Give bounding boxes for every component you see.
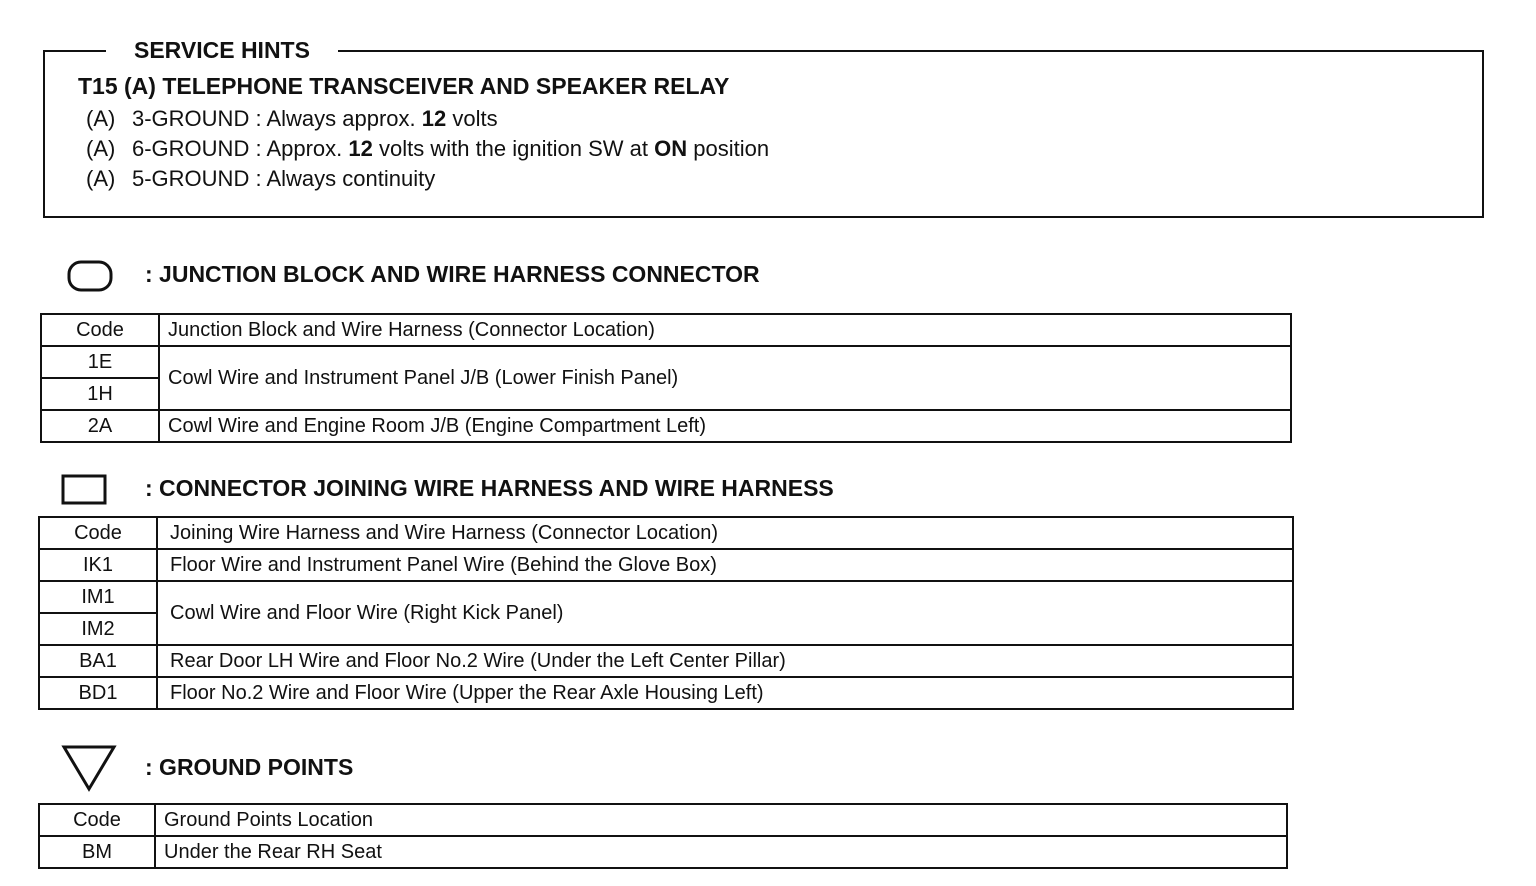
rounded-rect-icon <box>66 258 116 296</box>
table-header-row <box>39 517 1293 549</box>
hint-line <box>86 165 435 193</box>
code-cell: IK1 <box>39 549 157 581</box>
hint-text: 5-GROUND : Always continuity <box>132 166 436 191</box>
junction-section-title: : JUNCTION BLOCK AND WIRE HARNESS CONNECTOR <box>145 261 760 287</box>
code-cell: BD1 <box>39 677 157 709</box>
desc-cell: Cowl Wire and Floor Wire (Right Kick Panel) <box>157 581 1293 645</box>
hint-value: 12 <box>421 106 447 131</box>
code-cell: 2A <box>41 410 159 442</box>
table-row <box>41 410 1291 442</box>
table-row <box>39 581 1293 613</box>
triangle-down-icon <box>60 743 118 793</box>
table-row <box>39 549 1293 581</box>
desc-cell: Rear Door LH Wire and Floor No.2 Wire (Under the Left Center Pillar) <box>157 645 1293 677</box>
header-desc: Junction Block and Wire Harness (Connector Location) <box>159 314 1291 346</box>
header-desc: Ground Points Location <box>155 804 1287 836</box>
ground-section-title: : GROUND POINTS <box>145 754 354 780</box>
code-cell: BM <box>39 836 155 868</box>
hint-prefix: (A) <box>86 106 116 131</box>
hint-text: position <box>687 136 770 161</box>
ground-table <box>38 803 1288 869</box>
junction-table <box>40 313 1292 443</box>
table-header-row <box>39 804 1287 836</box>
hint-line <box>86 105 498 133</box>
hint-value: ON <box>654 136 688 161</box>
service-hints-title: T15 (A) TELEPHONE TRANSCEIVER AND SPEAKER RELAY <box>78 73 730 99</box>
hint-prefix: (A) <box>86 136 116 161</box>
desc-cell: Floor No.2 Wire and Floor Wire (Upper the Rear Axle Housing Left) <box>157 677 1293 709</box>
hint-text: volts <box>446 106 498 131</box>
hint-text: 6-GROUND : Approx. <box>132 136 349 161</box>
hint-line <box>86 135 769 163</box>
header-desc: Joining Wire Harness and Wire Harness (Connector Location) <box>157 517 1293 549</box>
hint-prefix: (A) <box>86 166 116 191</box>
code-cell: BA1 <box>39 645 157 677</box>
header-code: Code <box>41 314 159 346</box>
hint-value: 12 <box>348 136 373 161</box>
code-cell: 1E <box>41 346 159 378</box>
desc-cell: Floor Wire and Instrument Panel Wire (Behind the Glove Box) <box>157 549 1293 581</box>
header-code: Code <box>39 804 155 836</box>
code-cell: 1H <box>41 378 159 410</box>
code-cell: IM2 <box>39 613 157 645</box>
hint-text: 3-GROUND : Always approx. <box>132 106 422 131</box>
desc-cell: Cowl Wire and Engine Room J/B (Engine Compartment Left) <box>159 410 1291 442</box>
header-code: Code <box>39 517 157 549</box>
hint-text: volts with the ignition SW at <box>372 136 655 161</box>
desc-cell: Cowl Wire and Instrument Panel J/B (Lower Finish Panel) <box>159 346 1291 410</box>
connector-table <box>38 516 1294 710</box>
table-row <box>41 346 1291 378</box>
code-cell: IM1 <box>39 581 157 613</box>
table-row <box>39 645 1293 677</box>
service-hints-legend: SERVICE HINTS <box>106 36 338 64</box>
desc-cell: Under the Rear RH Seat <box>155 836 1287 868</box>
table-row <box>39 677 1293 709</box>
table-header-row <box>41 314 1291 346</box>
table-row <box>39 836 1287 868</box>
connector-section-title: : CONNECTOR JOINING WIRE HARNESS AND WIRE HARNESS <box>145 475 834 501</box>
square-icon <box>60 473 110 507</box>
